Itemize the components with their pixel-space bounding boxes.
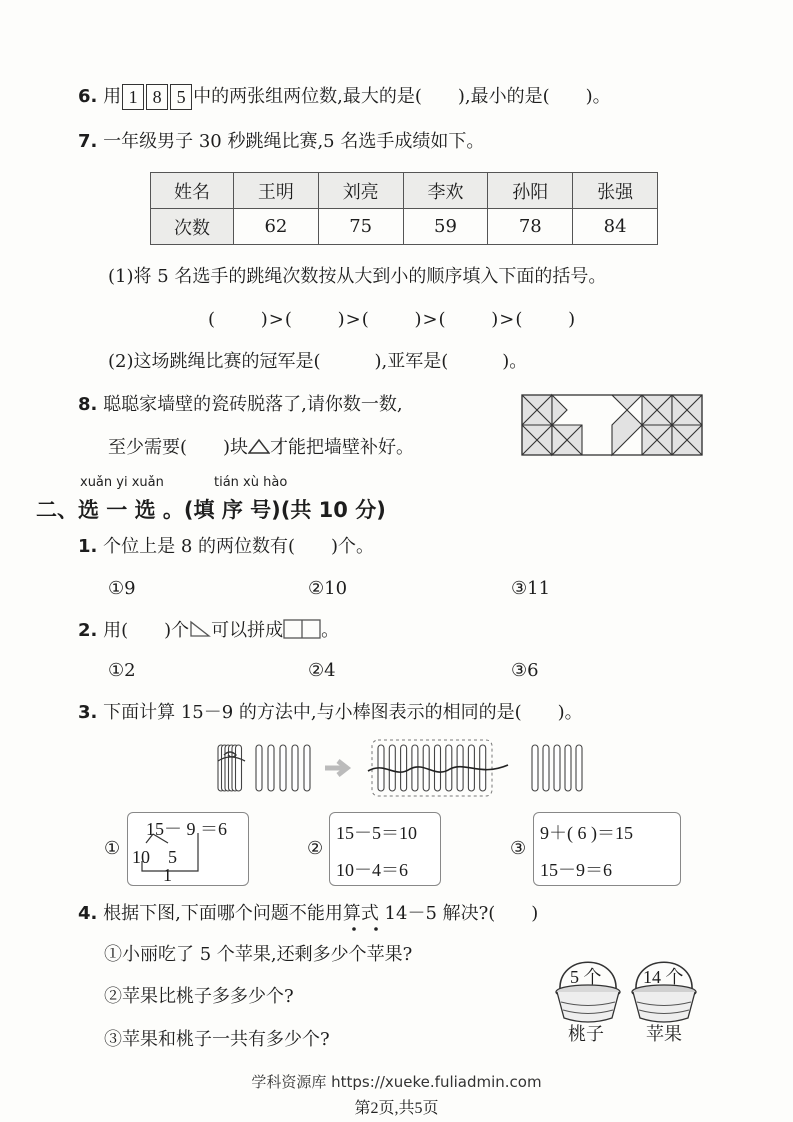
tile-wall-diagram [521, 393, 703, 457]
remaining-stick [532, 745, 538, 791]
q7-sub2: (2)这场跳绳比赛的冠军是( ),亚军是( )。 [108, 351, 528, 372]
option-3-label[interactable]: ③ [510, 838, 527, 859]
equation: 9＋( 6 )＝15 [540, 823, 633, 843]
option-2[interactable]: ②苹果比桃子多多少个? [104, 986, 294, 1007]
choice-question-4 [78, 905, 538, 923]
question-number: 1. [78, 536, 98, 557]
page-number: 第2页,共5页 [354, 1100, 439, 1117]
peach-count: 5 个 [570, 967, 602, 987]
table-cell: 王明 [234, 173, 319, 209]
tile [672, 395, 702, 425]
table-cell: 李欢 [403, 173, 488, 209]
table-row [151, 209, 658, 245]
apple-label: 苹果 [646, 1024, 682, 1045]
question-number: 6. [78, 86, 98, 107]
choice-question-1 [78, 538, 374, 556]
single-stick [304, 745, 310, 791]
score-table [150, 172, 658, 245]
question-number: 8. [78, 394, 98, 415]
single-stick [256, 745, 262, 791]
crossed-stick [457, 745, 463, 791]
question-number: 7. [78, 131, 98, 152]
question-text: 一年级男子 30 秒跳绳比赛,5 名选手成绩如下。 [103, 131, 485, 152]
question-7 [78, 133, 484, 151]
option-3-box[interactable] [533, 812, 681, 886]
right-triangle-icon [189, 620, 211, 638]
table-cell: 姓名 [151, 173, 234, 209]
peach-label: 桃子 [568, 1024, 604, 1045]
choice-question-2 [78, 619, 339, 640]
question-text: 用( )个 [103, 620, 190, 641]
equation: 15－5＝10 [336, 823, 417, 843]
question-text: 。 [321, 620, 340, 641]
digit-card: 5 [170, 84, 192, 110]
table-cell: 59 [403, 209, 488, 245]
crossed-stick [389, 745, 395, 791]
split-numbers: 10 5 [132, 847, 177, 867]
single-stick [268, 745, 274, 791]
option-3[interactable]: ③11 [511, 578, 551, 599]
equation: 15－9＝6 [540, 860, 612, 880]
remaining-stick [543, 745, 549, 791]
question-text: 可以拼成 [211, 620, 284, 641]
tile [522, 395, 552, 425]
apple-count: 14 个 [643, 967, 684, 987]
crossed-stick [435, 745, 441, 791]
question-6 [78, 84, 611, 110]
tile [642, 395, 672, 425]
option-1[interactable]: ①小丽吃了 5 个苹果,还剩多少个苹果? [104, 944, 413, 965]
question-text: 至少需要( )块 [108, 437, 249, 458]
question-text: 个位上是 8 的两位数有( )个。 [103, 536, 375, 557]
single-stick [280, 745, 286, 791]
crossed-stick [401, 745, 407, 791]
table-cell: 刘亮 [318, 173, 403, 209]
emphasis-dots [344, 926, 394, 934]
pinyin-select: xuǎn yi xuǎn [80, 475, 164, 490]
equation: 15－ 9 ＝6 [146, 819, 227, 839]
option-3[interactable]: ③苹果和桃子一共有多少个? [104, 1029, 330, 1050]
answer-blanks[interactable]: ( )>( )>( )>( )>( ) [208, 309, 577, 330]
digit-card: 8 [146, 84, 168, 110]
triangle-icon [248, 438, 270, 454]
table-header-row [151, 173, 658, 209]
remaining-stick [565, 745, 571, 791]
q8-line2 [108, 438, 414, 457]
table-cell: 84 [573, 209, 658, 245]
question-text: 中的两张组两位数,最大的是( ),最小的是( )。 [193, 86, 611, 107]
question-8 [78, 396, 403, 414]
table-cell: 张强 [573, 173, 658, 209]
tile [522, 425, 552, 455]
table-cell: 78 [488, 209, 573, 245]
bundle-stick [236, 745, 242, 791]
table-cell: 62 [234, 209, 319, 245]
question-number: 4. [78, 903, 98, 924]
option-2[interactable]: ②10 [308, 578, 348, 599]
question-text: 用 [103, 86, 122, 107]
bottom-number: 1 [163, 865, 172, 885]
question-text: 根据下图,下面哪个问题不能用算式 14－5 解决?( ) [103, 903, 539, 924]
arrow-right-icon [325, 761, 347, 775]
equation: 10－4＝6 [336, 860, 408, 880]
option-1[interactable]: ①2 [108, 660, 136, 681]
question-text: 才能把墙壁补好。 [270, 437, 415, 458]
pinyin-fill: tián xù hào [214, 475, 288, 490]
option-2-box[interactable] [329, 812, 441, 886]
question-text: 聪聪家墙壁的瓷砖脱落了,请你数一数, [103, 394, 403, 415]
remaining-stick [576, 745, 582, 791]
choice-question-3 [78, 704, 583, 722]
table-cell: 75 [318, 209, 403, 245]
footer-source: 学科资源库 https://xueke.fuliadmin.com [251, 1073, 542, 1091]
tile [672, 425, 702, 455]
digit-card: 1 [122, 84, 144, 110]
option-1-label[interactable]: ① [104, 838, 121, 859]
stick-diagram [210, 735, 590, 800]
remaining-stick [554, 745, 560, 791]
table-cell: 次数 [151, 209, 234, 245]
q7-sub1: (1)将 5 名选手的跳绳次数按从大到小的顺序填入下面的括号。 [108, 266, 607, 287]
option-2-label[interactable]: ② [307, 838, 324, 859]
question-number: 3. [78, 702, 98, 723]
rectangle-icon [283, 619, 321, 639]
option-1[interactable]: ①9 [108, 578, 136, 599]
table-cell: 孙阳 [488, 173, 573, 209]
tile [642, 425, 672, 455]
option-2[interactable]: ②4 [308, 660, 336, 681]
option-1-box[interactable] [127, 812, 249, 886]
option-3[interactable]: ③6 [511, 660, 539, 681]
question-text: 下面计算 15－9 的方法中,与小棒图表示的相同的是( )。 [103, 702, 583, 723]
crossed-stick [480, 745, 486, 791]
single-stick [292, 745, 298, 791]
question-number: 2. [78, 620, 98, 641]
section-title: 二、选 一 选 。(填 序 号)(共 10 分) [36, 498, 386, 522]
